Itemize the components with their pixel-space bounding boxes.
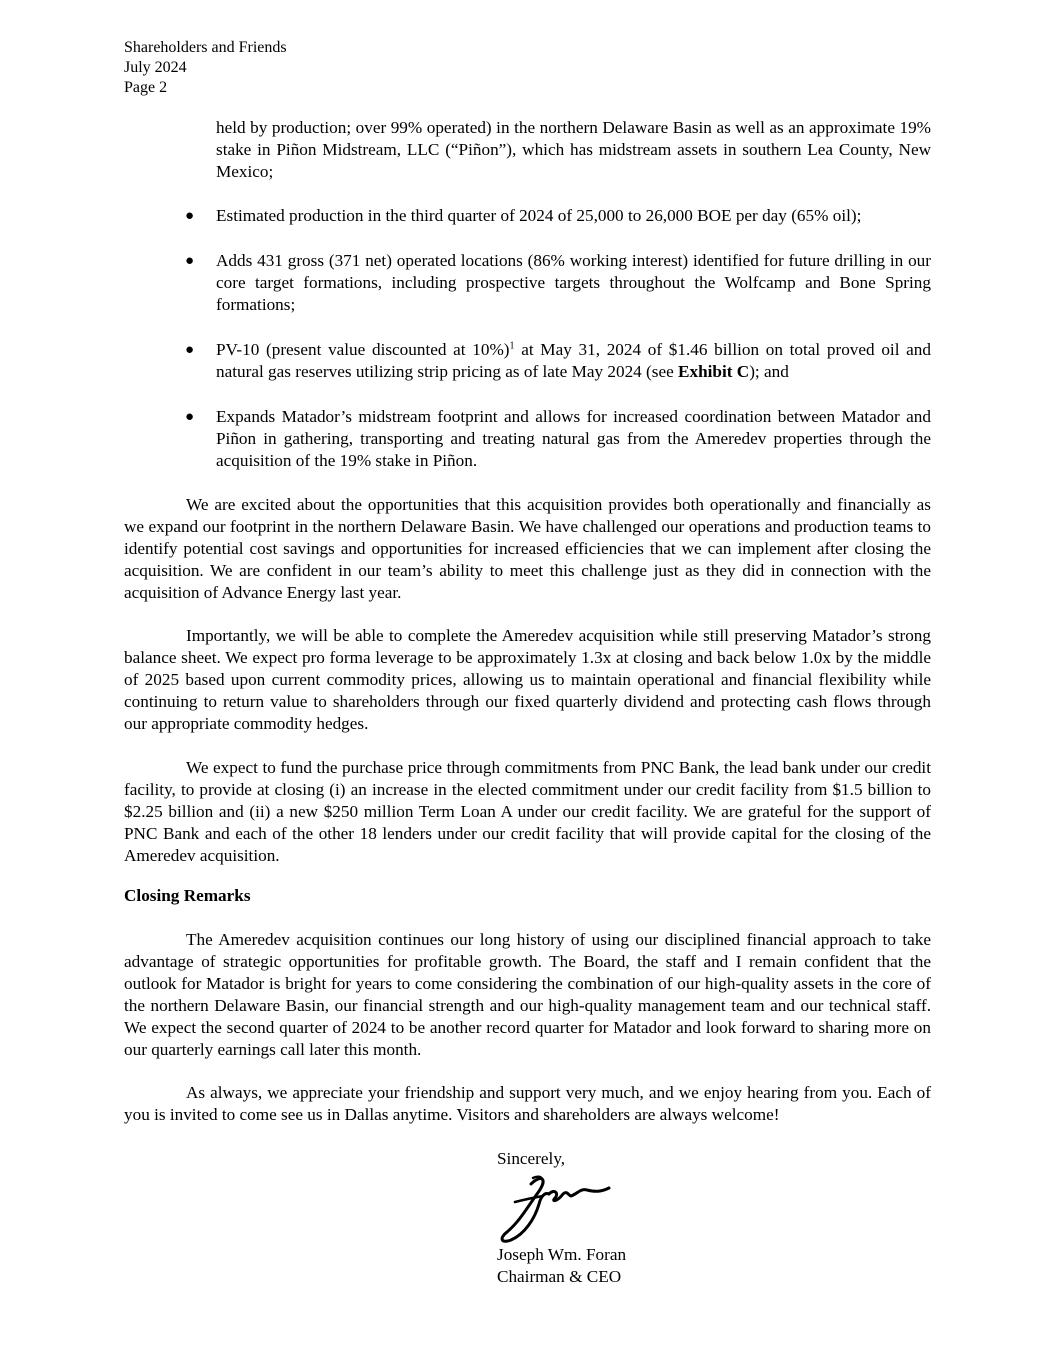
section-heading-closing-remarks: Closing Remarks	[124, 886, 251, 905]
paragraph-financing: We expect to fund the purchase price through commitments from PNC Bank, the lead bank under our credit facility, to provide at closing (i) an increase in the elected commitment under our credit facility from $1.5 billion to $2.25 billion and (ii) a new $250 million Term Loan A under our credit facility. We are grateful for the support of PNC Bank and each of the other 18 lenders under our credit facility that will provide capital for the closing of the Ameredev acquisition.	[124, 758, 931, 865]
bullet-text-locations: Adds 431 gross (371 net) operated locations (86% working interest) identified for future drilling in our core target formations, including prospective targets throughout the Wolfcamp and Bone Spring formations;	[216, 251, 931, 314]
bullet-dot-icon: ●	[185, 253, 195, 269]
list-item	[124, 339, 931, 383]
pv10-text-middle: at May 31, 2024 of $1.46 billion on total proved oil and natural gas reserves utilizing strip pricing as of late May 2024 (see	[216, 340, 931, 381]
page-header	[124, 38, 524, 98]
bullet-dot-icon: ●	[185, 208, 195, 224]
paragraph-closing: The Ameredev acquisition continues our long history of using our disciplined financial approach to take advantage of strategic opportunities for profitable growth. The Board, the staff and I remain confident that the outlook for Matador is bright for years to come considering the combination of our high-quality assets in the core of the northern Delaware Basin, our financial strength and our high-quality management team and our technical staff. We expect the second quarter of 2024 to be another record quarter for Matador and look forward to sharing more on our quarterly earnings call later this month.	[124, 930, 931, 1059]
signer-title: Chairman & CEO	[497, 1267, 622, 1286]
list-item	[124, 250, 931, 316]
list-item	[124, 205, 931, 227]
handwritten-signature	[497, 1172, 617, 1244]
closing-salutation: Sincerely,	[497, 1149, 566, 1168]
header-date: July 2024	[124, 59, 187, 76]
paragraph-appreciation: As always, we appreciate your friendship and support very much, and we enjoy hearing from you. Each of you is invited to come see us in Dallas anytime. Visitors and shareholders are always welcome!	[124, 1083, 931, 1124]
header-page-number: Page 2	[124, 79, 168, 96]
bullet-dot-icon: ●	[185, 342, 195, 358]
header-recipient: Shareholders and Friends	[124, 39, 287, 56]
exhibit-reference: Exhibit C	[678, 362, 750, 381]
pv10-text-start: PV-10 (present value discounted at 10%)	[216, 340, 510, 359]
bullet-dot-icon: ●	[185, 409, 195, 425]
signer-name: Joseph Wm. Foran	[497, 1245, 627, 1264]
bullet-text-midstream: Expands Matador’s midstream footprint and allows for increased coordination between Matador and Piñon in gathering, transporting and treating natural gas from the Ameredev properties through the acquisition of the 19% stake in Piñon.	[216, 407, 931, 470]
signature-block	[497, 1148, 797, 1288]
bullet-continuation-text: held by production; over 99% operated) in the northern Delaware Basin as well as an approximate 19% stake in Piñon Midstream, LLC (“Piñon”), which has midstream assets in southern Lea County, New Mexico;	[216, 118, 931, 181]
paragraph-opportunities: We are excited about the opportunities that this acquisition provides both operationally and financially as we expand our footprint in the northern Delaware Basin. We have challenged our operations and production teams to identify potential cost savings and opportunities for increased efficiencies that we can implement after closing the acquisition. We are confident in our team’s ability to meet this challenge just as they did in connection with the acquisition of Advance Energy last year.	[124, 495, 931, 602]
highlights-list	[124, 205, 931, 495]
footnote-marker: 1	[509, 340, 515, 352]
list-item	[124, 406, 931, 472]
bullet-text-production: Estimated production in the third quarter of 2024 of 25,000 to 26,000 BOE per day (65% oil);	[216, 206, 862, 225]
pv10-text-end: ); and	[749, 362, 789, 381]
bullet-text-pv10	[216, 340, 931, 381]
paragraph-balance-sheet: Importantly, we will be able to complete the Ameredev acquisition while still preserving Matador’s strong balance sheet. We expect pro forma leverage to be approximately 1.3x at closing and back below 1.0x by the middle of 2025 based upon current commodity prices, allowing us to maintain operational and financial flexibility while continuing to return value to shareholders through our fixed quarterly dividend and protecting cash flows through our appropriate commodity hedges.	[124, 626, 931, 733]
